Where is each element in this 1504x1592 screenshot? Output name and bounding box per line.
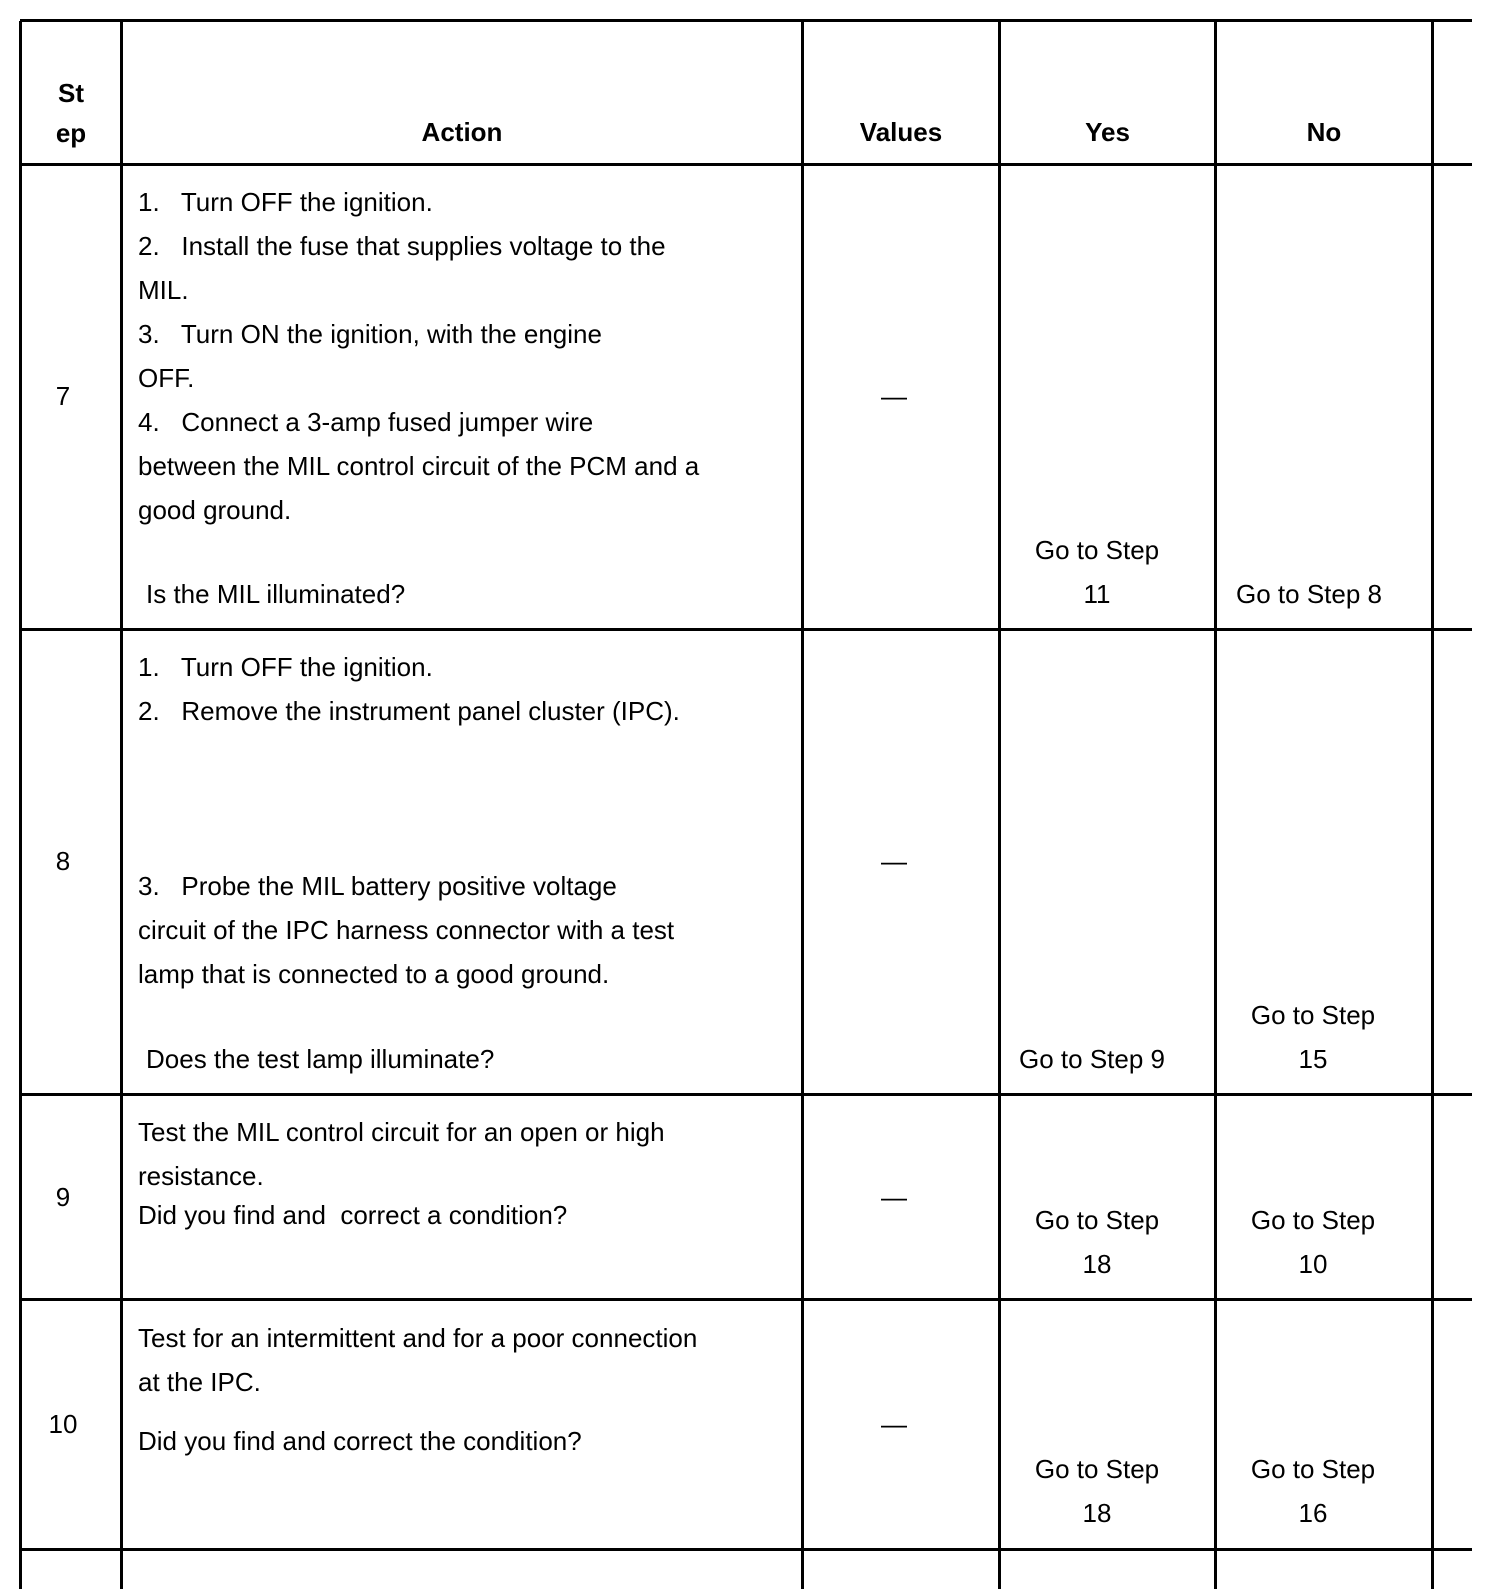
header-no: No — [1306, 117, 1342, 147]
yes-cell-line: 18 — [1082, 1498, 1112, 1528]
values-cell: — — [881, 1409, 907, 1439]
yes-cell-line: Go to Step 9 — [1019, 1044, 1165, 1074]
action-line: 4. Connect a 3-amp fused jumper wire — [138, 407, 594, 437]
step-number-9: 9 — [55, 1182, 71, 1212]
action-line: Did you find and correct the condition? — [138, 1426, 582, 1456]
action-line: 1. Turn OFF the ignition. — [138, 652, 433, 682]
step-number-10: 10 — [48, 1409, 78, 1439]
header-action: Action — [421, 117, 503, 147]
action-line: at the IPC. — [138, 1367, 261, 1397]
yes-cell-line: 18 — [1082, 1249, 1112, 1279]
action-line: 2. Remove the instrument panel cluster (IPC). — [138, 696, 680, 726]
no-cell-line: 10 — [1298, 1249, 1328, 1279]
values-cell: — — [881, 1182, 907, 1212]
action-line: good ground. — [138, 495, 292, 525]
row-divider-8 — [20, 1093, 1472, 1096]
yes-cell-line: Go to Step — [1034, 1454, 1160, 1484]
no-cell-line: Go to Step — [1250, 1000, 1376, 1030]
column-divider-values — [998, 21, 1001, 1589]
action-line: OFF. — [138, 363, 195, 393]
action-line: circuit of the IPC harness connector with a test — [138, 915, 675, 945]
header-yes: Yes — [1085, 117, 1130, 147]
header-step-line2: ep — [55, 118, 87, 148]
row-divider-7 — [20, 628, 1472, 631]
table-border-top — [20, 19, 1472, 22]
no-cell-line: Go to Step — [1250, 1454, 1376, 1484]
action-line: Test for an intermittent and for a poor connection — [138, 1323, 698, 1353]
action-question: Is the MIL illuminated? — [146, 579, 406, 609]
action-line: 3. Turn ON the ignition, with the engine — [138, 319, 602, 349]
table-border-bottom — [20, 1548, 1472, 1551]
action-line: 2. Install the fuse that supplies voltage to the — [138, 231, 666, 261]
action-line: 1. Turn OFF the ignition. — [138, 187, 433, 217]
header-step-line1: St — [58, 78, 84, 108]
header-values: Values — [859, 117, 943, 147]
column-divider-action — [801, 21, 804, 1589]
action-line: Test the MIL control circuit for an open or high — [138, 1117, 665, 1147]
action-line: between the MIL control circuit of the PCM and a — [138, 451, 700, 481]
yes-cell-line: Go to Step — [1034, 535, 1160, 565]
header-step — [22, 73, 120, 153]
action-line: Did you find and correct a condition? — [138, 1200, 568, 1230]
column-divider-step — [120, 21, 123, 1589]
column-divider-yes — [1214, 21, 1217, 1589]
action-line: lamp that is connected to a good ground. — [138, 959, 610, 989]
step-number-7: 7 — [55, 381, 71, 411]
no-cell-line: 15 — [1298, 1044, 1328, 1074]
action-line: 3. Probe the MIL battery positive voltage — [138, 871, 617, 901]
values-cell: — — [881, 846, 907, 876]
yes-cell-line: 11 — [1083, 579, 1111, 609]
action-line: resistance. — [138, 1161, 264, 1191]
action-question: Does the test lamp illuminate? — [146, 1044, 495, 1074]
action-line: MIL. — [138, 275, 189, 305]
table-border-left — [19, 21, 22, 1589]
row-divider-header — [20, 163, 1472, 166]
no-cell-line: 16 — [1298, 1498, 1328, 1528]
table-border-right — [1431, 21, 1434, 1589]
no-cell-line: Go to Step — [1250, 1205, 1376, 1235]
yes-cell-line: Go to Step — [1034, 1205, 1160, 1235]
step-number-8: 8 — [55, 846, 71, 876]
values-cell: — — [881, 381, 907, 411]
no-cell-line: Go to Step 8 — [1236, 579, 1382, 609]
row-divider-9 — [20, 1298, 1472, 1301]
